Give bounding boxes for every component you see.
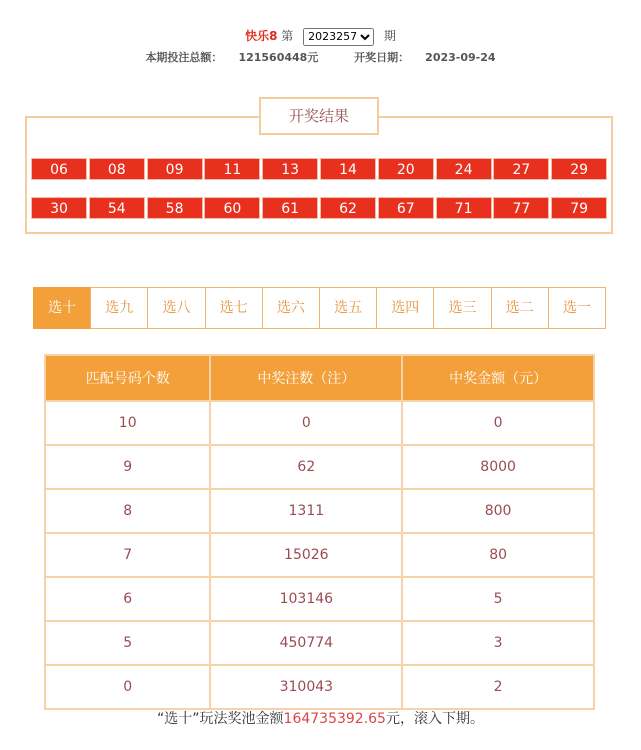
play-type-tabs — [34, 287, 606, 329]
period-prefix: 第 — [281, 29, 294, 43]
prize-cell: 5 — [402, 577, 594, 621]
winners-cell: 0 — [210, 401, 402, 445]
winners-cell: 450774 — [210, 621, 402, 665]
match-count-cell: 9 — [45, 445, 210, 489]
ball-number: 08 — [89, 158, 145, 180]
prize-cell: 3 — [402, 621, 594, 665]
table-header-row — [45, 355, 594, 401]
period-select[interactable] — [303, 28, 374, 46]
winners-cell: 15026 — [210, 533, 402, 577]
game-name: 快乐8 — [245, 29, 278, 43]
table-row — [45, 533, 594, 577]
winners-cell: 1311 — [210, 489, 402, 533]
winners-cell: 103146 — [210, 577, 402, 621]
ball-row-2 — [31, 197, 609, 219]
winners-cell: 310043 — [210, 665, 402, 709]
draw-info-line — [0, 49, 641, 65]
total-bet-value: 121560448元 — [238, 51, 319, 64]
winners-cell: 62 — [210, 445, 402, 489]
total-bet-label: 本期投注总额： — [145, 51, 223, 64]
ball-number: 58 — [147, 197, 203, 219]
tab-pick-10[interactable]: 选十 — [33, 287, 91, 329]
ball-number: 79 — [551, 197, 607, 219]
ball-number: 24 — [436, 158, 492, 180]
draw-date-value: 2023-09-24 — [425, 51, 496, 64]
header-match-count: 匹配号码个数 — [45, 355, 210, 401]
header-prize: 中奖金额（元） — [402, 355, 594, 401]
period-suffix: 期 — [383, 29, 396, 43]
ball-number: 13 — [262, 158, 318, 180]
ball-number: 14 — [320, 158, 376, 180]
ball-number: 20 — [378, 158, 434, 180]
tab-pick-4[interactable]: 选四 — [376, 287, 434, 329]
tab-pick-6[interactable]: 选六 — [262, 287, 320, 329]
table-row — [45, 489, 594, 533]
table-row — [45, 665, 594, 709]
match-count-cell: 0 — [45, 665, 210, 709]
match-count-cell: 8 — [45, 489, 210, 533]
table-row — [45, 577, 594, 621]
prize-cell: 2 — [402, 665, 594, 709]
prize-cell: 8000 — [402, 445, 594, 489]
ball-number: 60 — [204, 197, 260, 219]
match-count-cell: 7 — [45, 533, 210, 577]
jackpot-suffix: 元，滚入下期。 — [385, 711, 484, 727]
ball-number: 30 — [31, 197, 87, 219]
match-count-cell: 5 — [45, 621, 210, 665]
tab-pick-7[interactable]: 选七 — [205, 287, 263, 329]
ball-number: 67 — [378, 197, 434, 219]
tab-pick-5[interactable]: 选五 — [319, 287, 377, 329]
draw-date — [346, 51, 503, 64]
jackpot-prefix: “选十”玩法奖池金额 — [157, 711, 284, 727]
table-row — [45, 621, 594, 665]
match-count-cell: 6 — [45, 577, 210, 621]
ball-number: 09 — [147, 158, 203, 180]
tab-pick-8[interactable]: 选八 — [147, 287, 205, 329]
total-bet — [137, 51, 326, 64]
ball-number: 06 — [31, 158, 87, 180]
table-row — [45, 445, 594, 489]
header-winners: 中奖注数（注） — [210, 355, 402, 401]
ball-number: 71 — [436, 197, 492, 219]
ball-row-1 — [31, 158, 609, 180]
ball-number: 29 — [551, 158, 607, 180]
tab-pick-3[interactable]: 选三 — [433, 287, 491, 329]
prize-table — [44, 354, 595, 710]
draw-header — [0, 26, 641, 65]
ball-number: 62 — [320, 197, 376, 219]
jackpot-amount: 164735392.65 — [283, 711, 386, 727]
prize-cell: 800 — [402, 489, 594, 533]
draw-date-label: 开奖日期： — [354, 51, 410, 64]
table-row — [45, 401, 594, 445]
ball-number: 77 — [493, 197, 549, 219]
tab-pick-9[interactable]: 选九 — [90, 287, 148, 329]
ball-number: 11 — [204, 158, 260, 180]
prize-cell: 0 — [402, 401, 594, 445]
tab-pick-1[interactable]: 选一 — [548, 287, 606, 329]
prize-cell: 80 — [402, 533, 594, 577]
ball-number: 61 — [262, 197, 318, 219]
period-line — [0, 26, 641, 46]
tab-pick-2[interactable]: 选二 — [491, 287, 549, 329]
match-count-cell: 10 — [45, 401, 210, 445]
jackpot-note — [0, 708, 641, 728]
ball-number: 54 — [89, 197, 145, 219]
result-title: 开奖结果 — [259, 97, 379, 135]
ball-number: 27 — [493, 158, 549, 180]
